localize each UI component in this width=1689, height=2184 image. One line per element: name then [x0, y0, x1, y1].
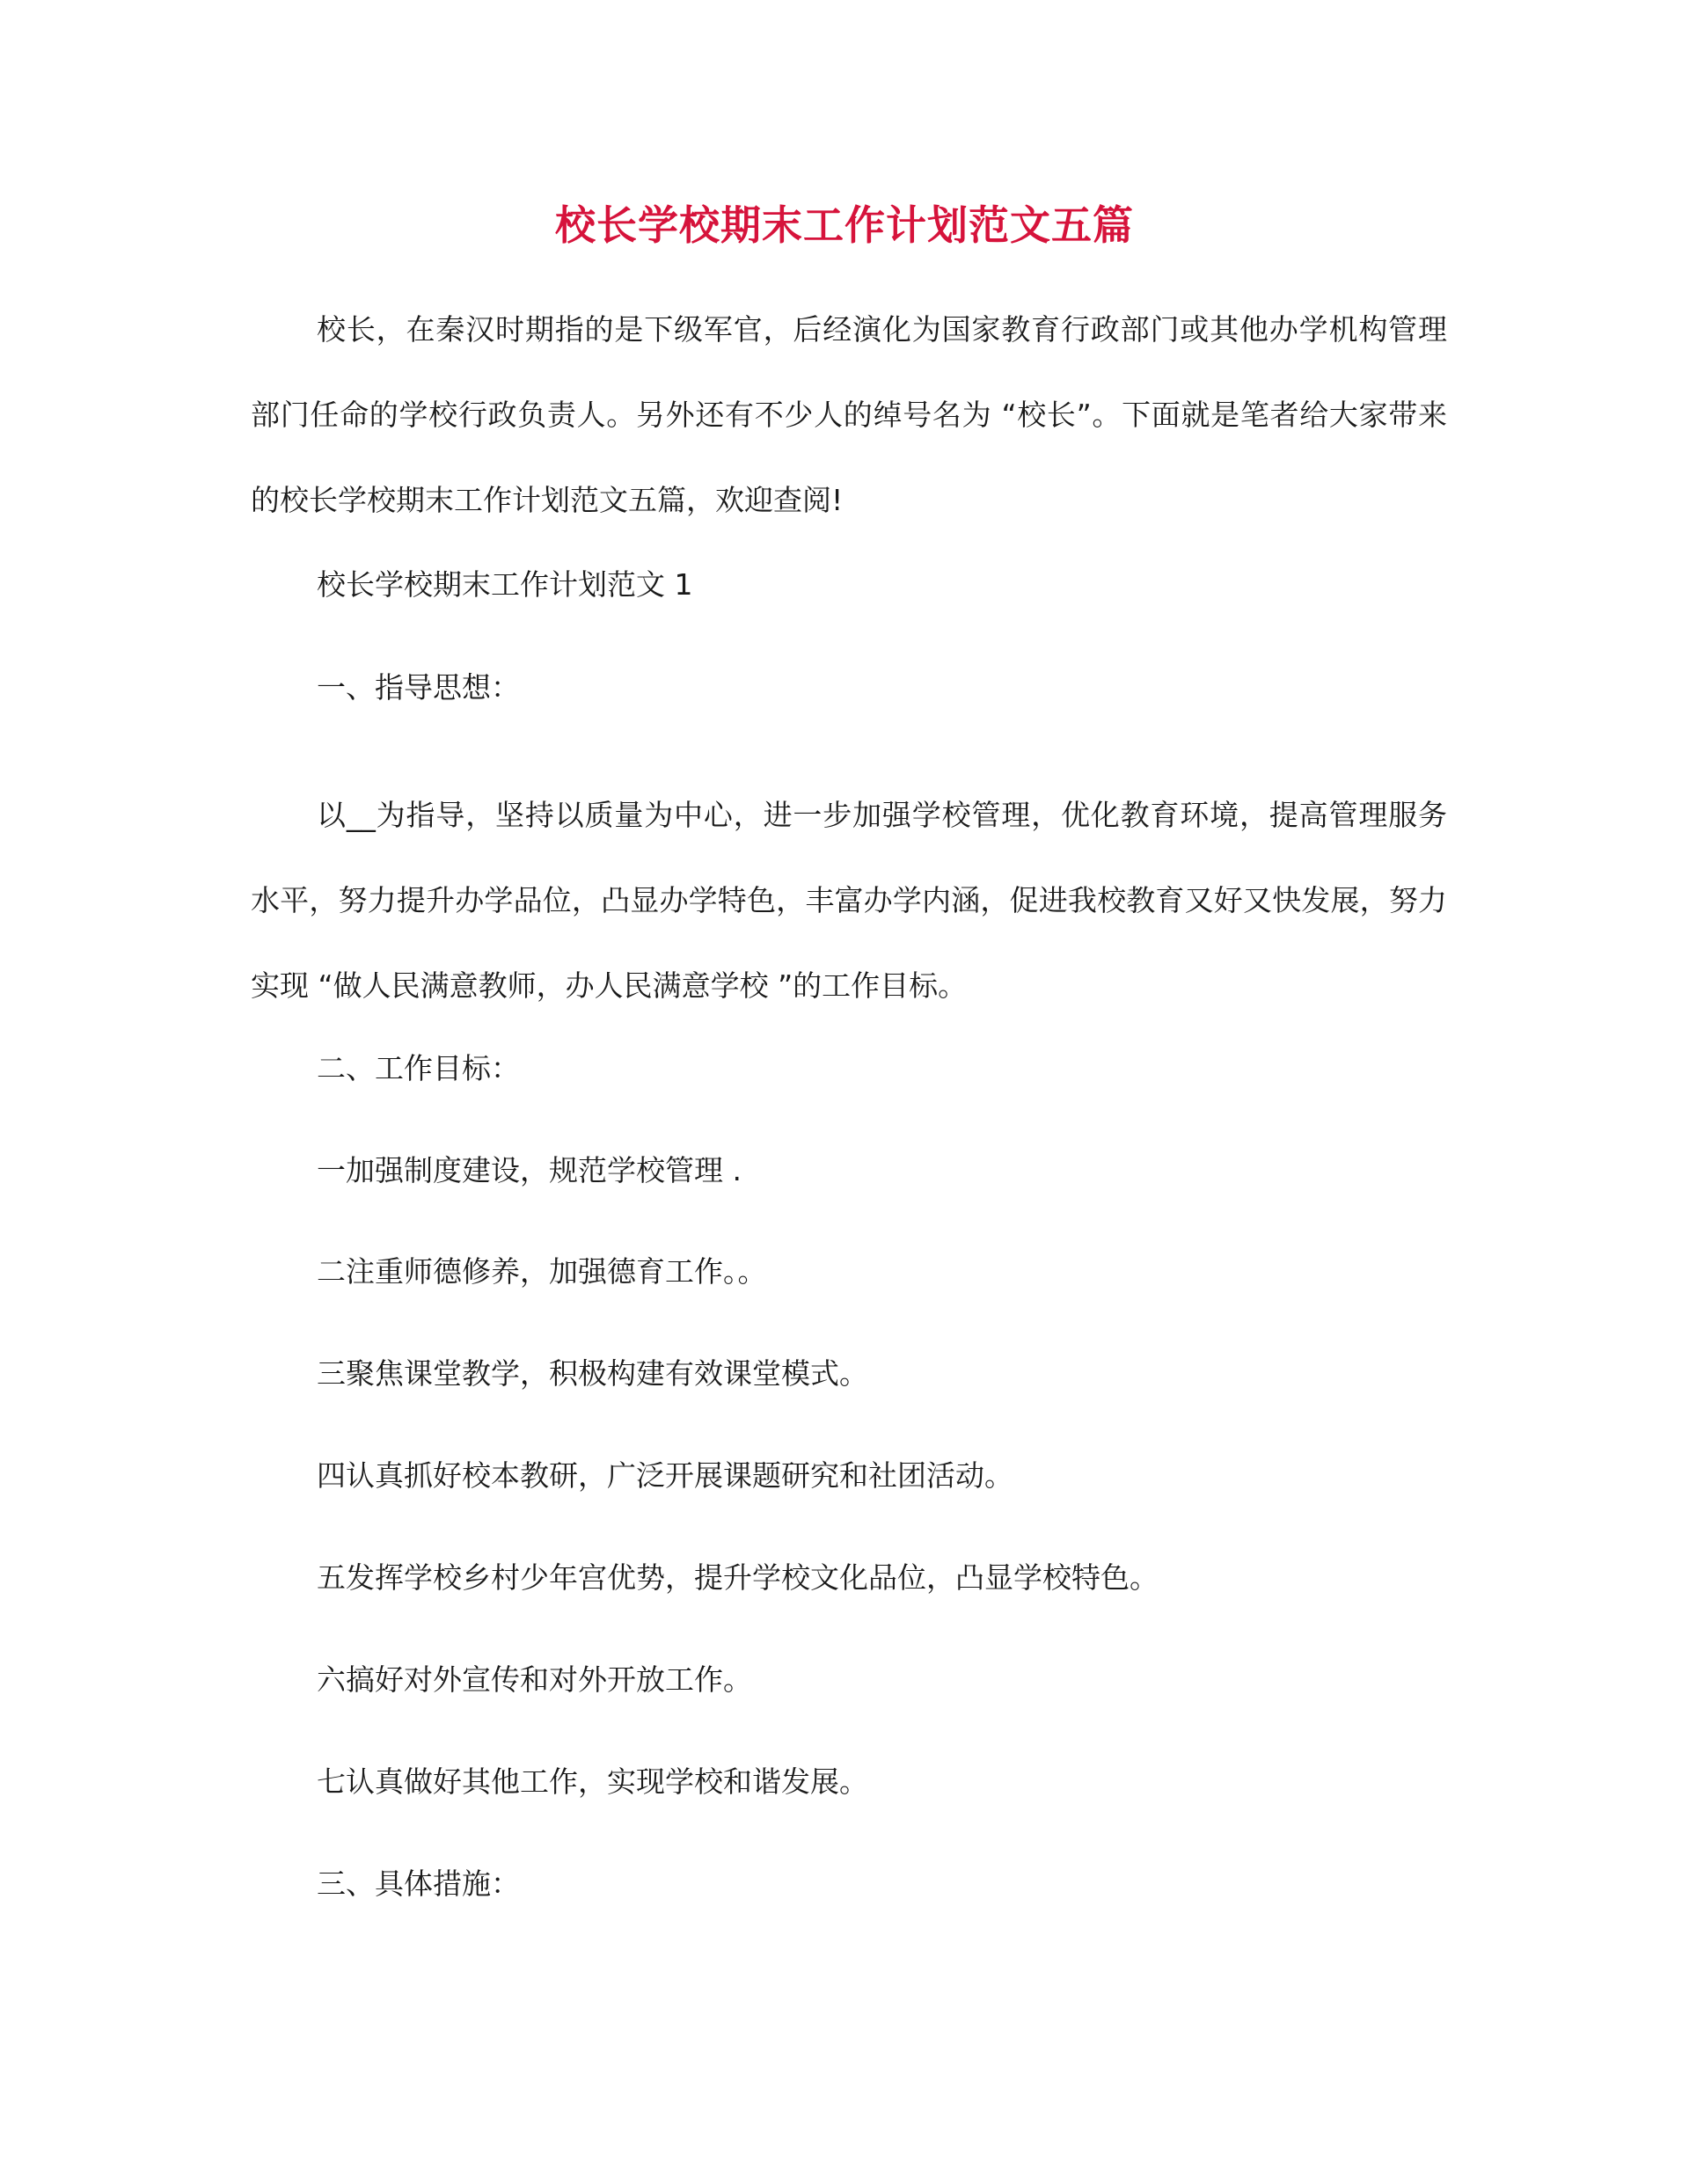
guiding-thought-paragraph: 以__为指导，坚持以质量为中心，进一步加强学校管理，优化教育环境，提高管理服务水平，努力提升办学品位，凸显办学特色，丰富办学内涵，促进我校教育又好又快发展，努力实现 “做人民满意教师，办人民满意学校 ”的工作目标。: [251, 798, 1447, 1003]
goal-item: 七认真做好其他工作，实现学校和谐发展。: [317, 1764, 868, 1799]
heading-work-goals: 二、工作目标：: [317, 1051, 520, 1085]
goal-item: 五发挥学校乡村少年宫优势，提升学校文化品位，凸显学校特色。: [317, 1560, 1159, 1595]
heading-guiding-thought: 一、指导思想：: [317, 670, 520, 705]
intro-paragraph: 校长，在秦汉时期指的是下级军官，后经演化为国家教育行政部门或其他办学机构管理部门任命的学校行政负责人。另外还有不少人的绰号名为 “校长”。下面就是笔者给大家带来的校长学校期末工作计划范文五篇，欢迎查阅!: [251, 312, 1447, 517]
goal-item: 二注重师德修养，加强德育工作。。: [317, 1254, 767, 1289]
heading-specific-measures: 三、具体措施：: [317, 1866, 520, 1901]
goal-item: 四认真抓好校本教研，广泛开展课题研究和社团活动。: [317, 1458, 1013, 1493]
goal-item: 六搞好对外宣传和对外开放工作。: [317, 1662, 752, 1697]
section-title: 校长学校期末工作计划范文 1: [317, 567, 693, 602]
goal-item: 三聚焦课堂教学，积极构建有效课堂模式。: [317, 1356, 868, 1391]
goal-item: 一加强制度建设，规范学校管理 .: [317, 1153, 742, 1187]
document-title: 校长学校期末工作计划范文五篇: [555, 201, 1134, 249]
